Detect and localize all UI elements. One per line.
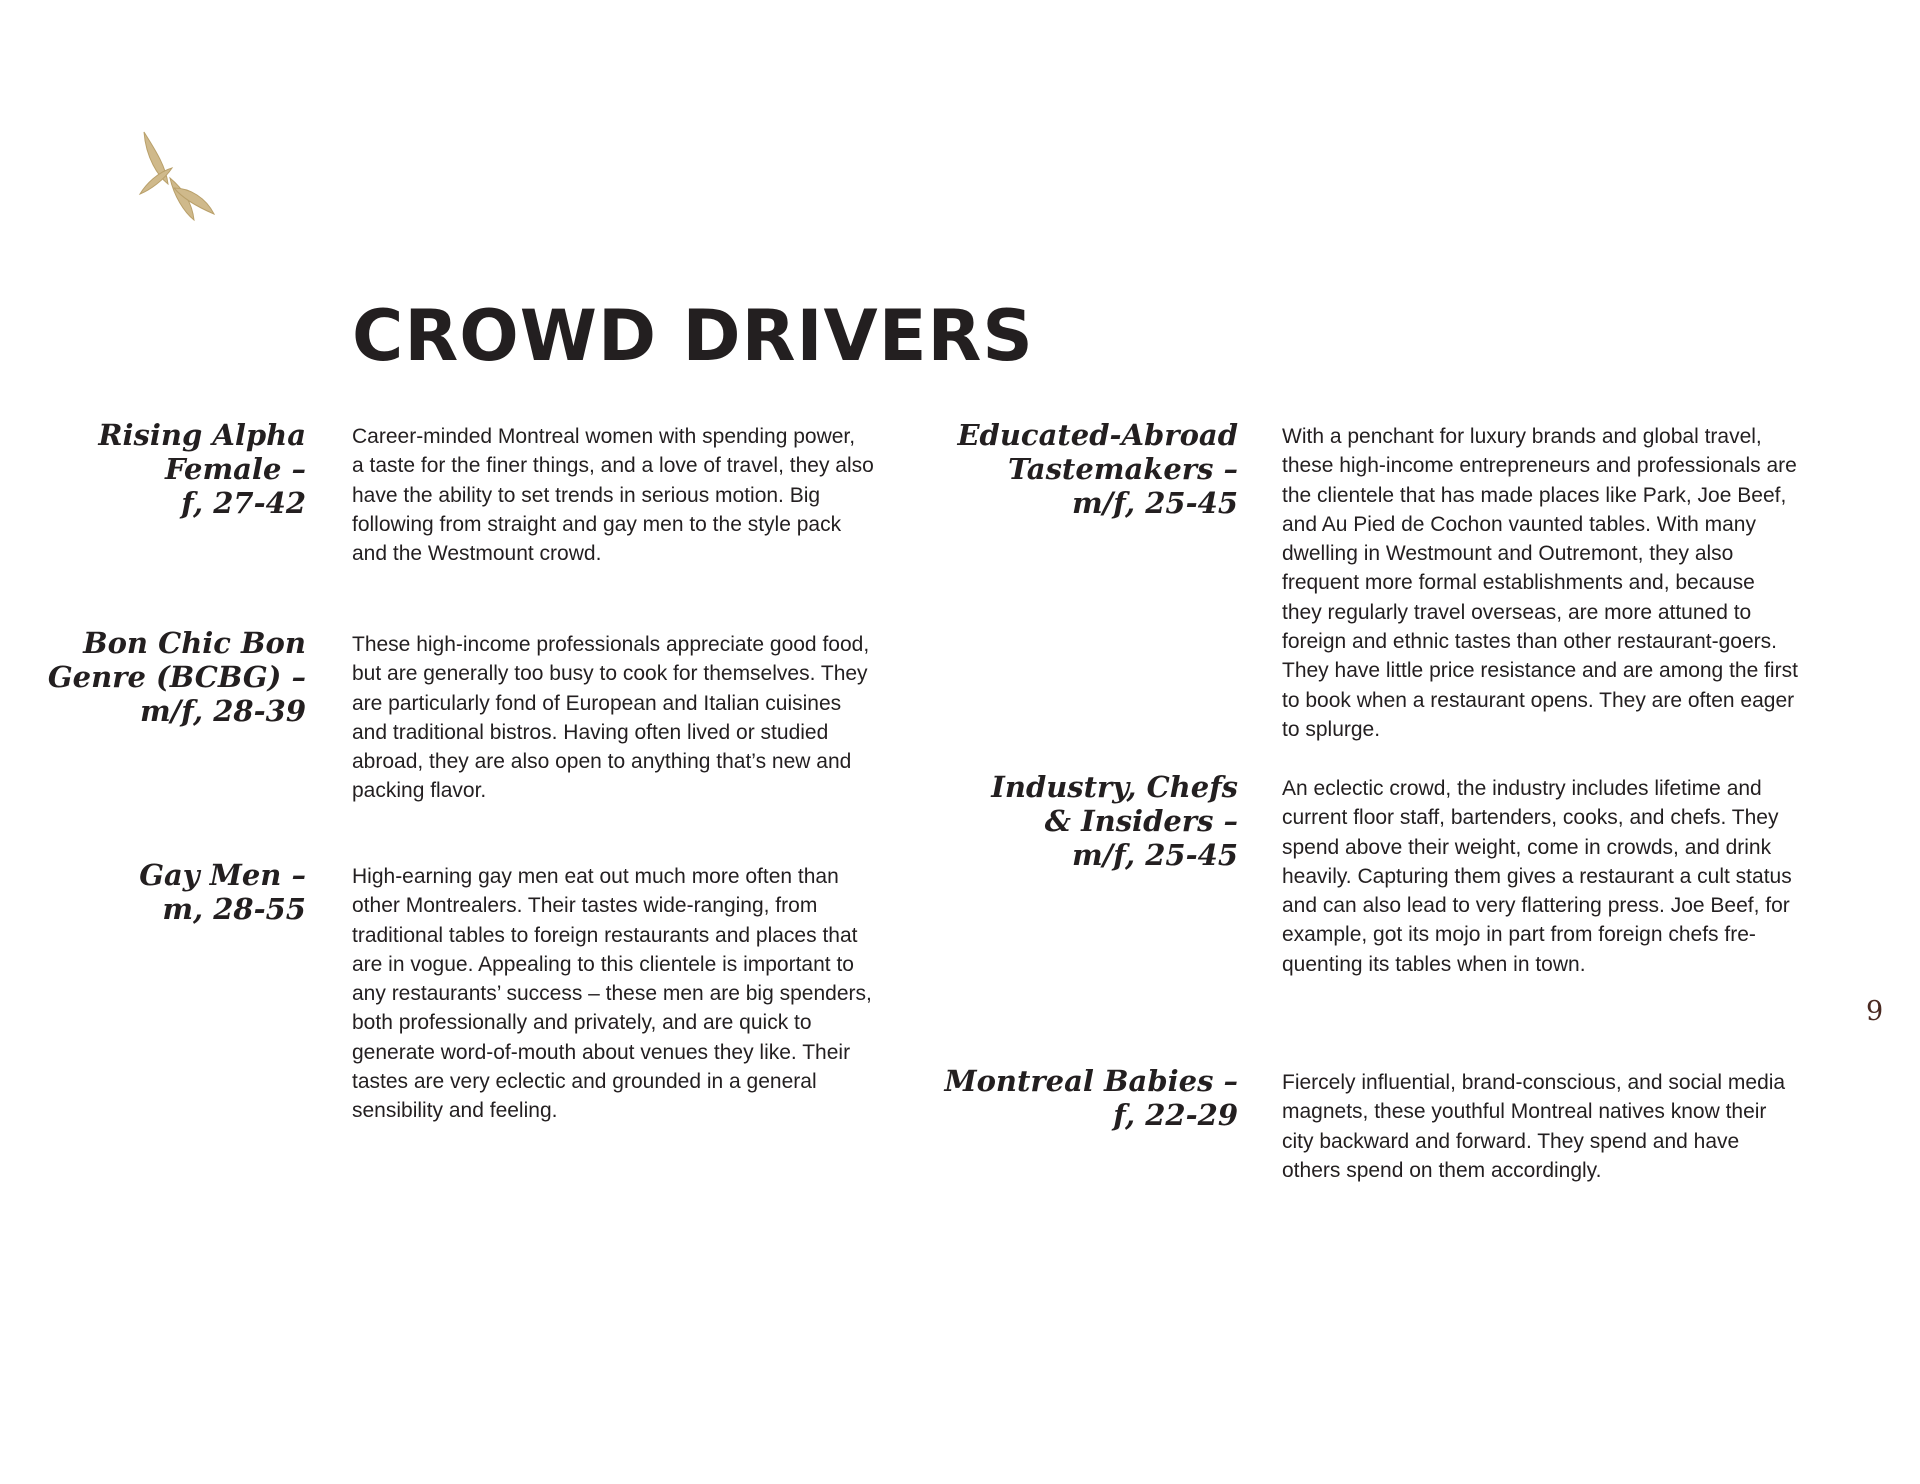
description-line: tastes are very eclectic and grounded in a general	[352, 1070, 817, 1094]
segment-description	[1282, 422, 1862, 744]
description-line: the clientele that has made places like Park, Joe Beef,	[1282, 483, 1787, 507]
description-line: city backward and forward. They spend and have	[1282, 1129, 1740, 1153]
segment-name	[0, 770, 1238, 872]
segment-name-line: Tastemakers –	[1008, 452, 1238, 486]
description-line: any restaurants’ success – these men are big spenders,	[352, 982, 872, 1006]
segment-description	[1282, 1068, 1862, 1185]
description-line: spend above their weight, come in crowds, and drink	[1282, 835, 1772, 859]
segment-name-line: f, 27-42	[181, 486, 306, 520]
description-line: These high-income professionals appreciate good food,	[352, 633, 870, 656]
segment-montreal-babies	[0, 1064, 1862, 1185]
segment-name-line: Educated-Abroad	[957, 418, 1238, 452]
description-line: are particularly fond of European and Italian cuisines	[352, 691, 842, 715]
description-line: example, got its mojo in part from foreign chefs fre-	[1282, 923, 1756, 947]
description-line: traditional tables to foreign restaurants and places that	[352, 923, 858, 947]
description-line: foreign and ethnic tastes than other restaurant-goers.	[1282, 630, 1777, 654]
segment-name-line: m, 28-55	[162, 892, 306, 926]
description-line: heavily. Capturing them gives a restaurant a cult status	[1282, 864, 1792, 888]
segment-name-line: Montreal Babies –	[944, 1064, 1238, 1098]
description-line: but are generally too busy to cook for themselves. They	[352, 662, 868, 686]
segment-name-line: Bon Chic Bon	[83, 626, 306, 660]
segment-name-line: Gay Men –	[139, 858, 306, 892]
description-line: magnets, these youthful Montreal natives know their	[1282, 1100, 1767, 1124]
description-line: Career-minded Montreal women with spending power,	[352, 425, 856, 448]
description-line: other Montrealers. Their tastes wide-ranging, from	[352, 894, 818, 918]
description-line: both professionally and privately, and are quick to	[352, 1011, 812, 1035]
description-line: following from straight and gay men to the style pack	[352, 512, 842, 536]
segment-educated-abroad-tastemakers	[0, 418, 1862, 744]
segment-name-line: Female –	[165, 452, 306, 486]
leaf-sprig-icon	[136, 128, 218, 224]
description-line: abroad, they are also open to anything that’s new and	[352, 750, 852, 774]
page-title: CROWD DRIVERS	[352, 295, 1034, 377]
description-line: have the ability to set trends in serious motion. Big	[352, 483, 821, 507]
segment-name-line: Industry, Chefs	[991, 770, 1238, 804]
description-line: and traditional bistros. Having often lived or studied	[352, 720, 829, 744]
segment-name-line: m/f, 28-39	[139, 694, 306, 728]
description-line: An eclectic crowd, the industry includes lifetime and	[1282, 777, 1762, 800]
description-line: and Au Pied de Cochon vaunted tables. With many	[1282, 512, 1756, 536]
segment-name-line: & Insiders –	[1044, 804, 1238, 838]
description-line: are in vogue. Appealing to this clientele is important to	[352, 952, 854, 976]
description-line: to splurge.	[1282, 717, 1381, 741]
description-line: to book when a restaurant opens. They are often eager	[1282, 688, 1795, 712]
segment-name-line: m/f, 25-45	[1071, 838, 1238, 872]
segment-name	[0, 418, 1238, 520]
description-line: and the Westmount crowd.	[352, 542, 602, 566]
description-line: sensibility and feeling.	[352, 1099, 558, 1123]
description-line: current floor staff, bartenders, cooks, and chefs. They	[1282, 806, 1779, 830]
description-line: With a penchant for luxury brands and global travel,	[1282, 425, 1762, 448]
description-line: frequent more formal establishments and, because	[1282, 571, 1755, 595]
segment-name-line: m/f, 25-45	[1071, 486, 1238, 520]
segment-industry-chefs-insiders	[0, 770, 1862, 979]
segment-name-line: Rising Alpha	[98, 418, 306, 452]
description-line: and can also lead to very flattering press. Joe Beef, for	[1282, 894, 1790, 918]
description-line: generate word-of-mouth about venues they like. Their	[352, 1040, 851, 1064]
description-line: They have little price resistance and are among the first	[1282, 659, 1798, 683]
description-line: High-earning gay men eat out much more often than	[352, 865, 839, 888]
segment-description	[1282, 774, 1862, 979]
description-line: Fiercely influential, brand-conscious, and social media	[1282, 1071, 1786, 1094]
description-line: they regularly travel overseas, are more attuned to	[1282, 600, 1752, 624]
description-line: a taste for the finer things, and a love of travel, they also	[352, 454, 874, 478]
segment-name-line: Genre (BCBG) –	[47, 660, 306, 694]
page-number: 9	[1866, 996, 1884, 1027]
segment-name-line: f, 22-29	[1113, 1098, 1238, 1132]
description-line: dwelling in Westmount and Outremont, they also	[1282, 542, 1734, 566]
segment-name	[0, 1064, 1238, 1132]
description-line: others spend on them accordingly.	[1282, 1158, 1602, 1182]
description-line: these high-income entrepreneurs and professionals are	[1282, 454, 1797, 478]
description-line: quenting its tables when in town.	[1282, 952, 1586, 976]
description-line: packing flavor.	[352, 779, 487, 803]
